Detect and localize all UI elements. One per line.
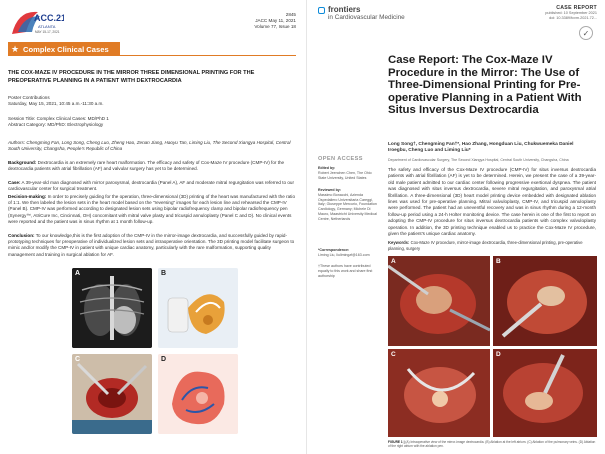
edited-by-label: Edited by: <box>318 166 336 170</box>
poster-time: Saturday, May 15, 2021, 10:45 a.m.-11:30 a.m. <box>8 101 104 107</box>
session-info <box>8 116 298 128</box>
figure-1-label-a: A <box>391 258 396 265</box>
figure-label-d: D <box>161 356 167 363</box>
correspondence <box>318 248 380 258</box>
figure-1-label-d: D <box>496 351 501 358</box>
keywords-label: Keywords: <box>388 240 410 245</box>
figure-label-b: B <box>161 270 167 277</box>
poster-info <box>8 95 298 107</box>
keywords <box>388 240 596 251</box>
figure-1b-surgical-view <box>493 256 597 346</box>
correspondence-label: *Correspondence: <box>318 248 350 252</box>
decision-label: Decision-making: <box>8 194 47 199</box>
journal-name: in Cardiovascular Medicine <box>328 14 405 21</box>
figure-1c-surgical-view <box>388 349 490 437</box>
figure-label-a: A <box>75 270 81 277</box>
background-text: Dextrocardia is an extremely rare heart malformation. The efficacy and safety of Cox-Maze IV procedure (CMP-IV) for the dextrocardia patients with atrial fibrillation (AF) and valvular surgery has yet to be determined. <box>8 160 285 172</box>
figure-1-caption-label: FIGURE 1 | <box>388 440 405 444</box>
background-label: Background: <box>8 160 37 165</box>
session-title: Session Title: Complex Clinical Cases: MD/PhD 1 <box>8 116 109 121</box>
equal-contribution-note: †These authors have contributed equally to this work and share first authorship <box>318 264 373 278</box>
section-banner-label: Complex Clinical Cases <box>23 44 109 54</box>
abstract-text: The safety and efficacy of the Cox-Maze IV procedure (CMP-IV) for situs inversus dextrocardia patients with atrial fibrillation (AF) is yet to be determined. Herein, we present the case of a 39-year-old male patient admitted to our cardiac center following progressive exertional dyspnea. The patient was diagnosed with situs inversus dextrocardia, severe mitral regurgitation, and paroxysmal atrial fibrillation. A three-dimensional (3D) heart model printing device embedded with designated ablation lines was used for pre-operative planning. Mitral valvuloplasty, CMP-IV, and tricuspid annuloplasty were performed. The patient had an uneventful recovery and was in sinus rhythm during a 12-month follow-up period using a 24-h Holter monitoring device. The case herein is one of the first to report on adopting the CMP-IV procedure for situs inversus dextrocardia patients with complex valvuloplasty operation. In addition, the 3D printing technique enabled us to practice the Cox-Maze IV procedure, given the patient's unique cardiac anatomy. <box>388 167 596 237</box>
figure-1d-surgical-view <box>493 349 597 437</box>
keywords-text: Cox-Maze IV procedure, mirror-image dextrocardia, three-dimensional printing, pre-operative planning, surgery <box>388 240 583 251</box>
conclusion-text: To our knowledge,this is the first adoption of the CMP-IV in the mirror-image dextrocardia, and successfully guided by rapid-prototyping techniques for preoperative of individualized lesion sets and intraoperative orientation. The 3D printing model facilitate surgeon to mimic and/or modify the CMP-IV in patient with unique cardiac anatomy, particularly with the rare malformation, supporting quality management and training in surgical ablation for AF. <box>8 233 295 257</box>
frontiers-mark-icon <box>318 7 325 14</box>
decision-paragraph <box>8 194 298 225</box>
correspondence-text[interactable]: Liming Liu, liulimingzf@163.com <box>318 252 370 257</box>
publisher-name: frontiers <box>328 5 361 14</box>
banner-rule <box>120 55 296 56</box>
article-authors: Long Song†, Chengming Fan†*, Hao Zhang, Hongduan Liu, Chukwuemeka Daniel Iroegbu, Cheng Luo and Liming Liu* <box>388 142 574 154</box>
figure-1-label-c: C <box>391 351 396 358</box>
conclusion-label: Conclusion: <box>8 233 35 238</box>
reviewed-by-text: Massimo Bonacchi, Azienda Ospedaliero Universitaria Careggi, Italy; Giuseppe Mercurio, Foundation Cardiology, Germany; Michele Di Mauro, Maastricht University Medical Centre, Netherlands <box>318 192 377 221</box>
poster-type: Poster Contributions <box>8 95 50 100</box>
star-icon: ★ <box>11 43 20 54</box>
abstract-title: THE COX-MAZE IV PROCEDURE IN THE MIRROR THREE DIMENSIONAL PRINTING FOR THE PREOPERATIVE PLANNING IN A PATIENT WITH DEXTROCARDIA <box>8 70 255 84</box>
case-paragraph <box>8 180 298 192</box>
figure-panel-c-intraoperative <box>72 354 152 434</box>
figure-1-caption <box>388 440 596 448</box>
logo-sub2: MAY 15-17, 2021 <box>35 30 60 34</box>
check-for-updates-icon[interactable]: ✓ <box>579 26 593 40</box>
section-banner <box>8 42 120 56</box>
figure-panel-a-chest-xray <box>72 268 152 348</box>
figure-1-caption-text: (A) Intraoperative view of the mirror-image dextrocardia. (B) Ablation at the left atrium. (C) Ablation of the pulmonary veins. (D) Ablation of the right atrium with the ablation pen. <box>388 440 596 449</box>
figure-1a-surgical-view <box>388 256 490 346</box>
article-type: CASE REPORT <box>556 5 597 11</box>
edited-by-text: Robert Jeenchen Chen, The Ohio State University, United States <box>318 170 372 180</box>
conclusion-paragraph <box>8 233 298 258</box>
background-paragraph <box>8 160 298 172</box>
case-label: Case: <box>8 180 21 185</box>
figure-label-c: C <box>75 356 81 363</box>
jref-volume: Volume 77, Issue 18 <box>254 24 296 29</box>
decision-text: In order to precisely guiding for the operation, three-dimensional (3D) printing of the heart was manufactured with the ratio of 1:1. We then labeled the lesion sets in the heart model based on the "reversing" images for each lesion line and rehearsed the CMP-IV (Panel B). CMP-IV was performed according to designated lesion sets using bipolar radiofrequency clamp and bipolar radiofrequency pen (Synergy™, AtriCure Inc, Cincinnati, OH) concomitant with mitral valve plasty and tricuspid annuloplasty (Panel C and D). No clinical events were reported and the patient was in sinus rhythm at 1 month follow-up. <box>8 194 296 224</box>
figure-panel-b-3d-model <box>158 268 238 348</box>
figure-panel-d-illustration <box>158 354 238 434</box>
logo-text: ACC.21 <box>34 13 64 23</box>
frontiers-logo <box>318 6 405 22</box>
reviewed-by-label: Reviewed by: <box>318 188 341 192</box>
article-title: Case Report: The Cox-Maze IV Procedure in the Mirror: The Use of Three-Dimensional Printing for Pre-operative Planning in a Patient With Situs Inversus Dextrocardia <box>388 54 582 117</box>
abstract-category: Abstract Category: MD/PhD: Electrophysiology <box>8 122 104 128</box>
affiliation: Department of Cardiovascular Surgery, The Second Xiangya Hospital, Central South University, Changsha, China <box>388 158 569 162</box>
article-meta <box>545 5 597 21</box>
author-list: Authors: Chengming Fan, Long Song, Cheng Luo, Zheng Hao, Zenan Jiang, Haoyu Tan, Liming Liu, The Second Xiangya Hospital, Central South University, Changsha, People's Republic of China <box>8 140 291 152</box>
frontiers-article-page <box>310 0 605 454</box>
logo-sub1: ATLANTA <box>38 24 56 29</box>
figure-1-label-b: B <box>496 258 501 265</box>
edited-by <box>318 166 380 180</box>
case-text: A 39-year-old man diagnosed with mirror paroxysmal, dextrocardia (Panel A), AF and moderate mitral regurgitation was referred to our cardiovascular center for surgical treatment. <box>8 180 294 192</box>
jref-date: JACC May 11, 2021 <box>255 18 296 23</box>
acc21-logo <box>8 6 64 38</box>
jref-page: 2845 <box>285 12 296 17</box>
publish-date: published: 10 September 2021 <box>545 11 597 15</box>
page-divider <box>306 0 307 454</box>
doi: doi: 10.3389/fcvm.2021.72... <box>549 16 597 20</box>
reviewed-by <box>318 188 380 222</box>
open-access-label: OPEN ACCESS <box>318 156 363 162</box>
journal-reference <box>254 12 296 30</box>
